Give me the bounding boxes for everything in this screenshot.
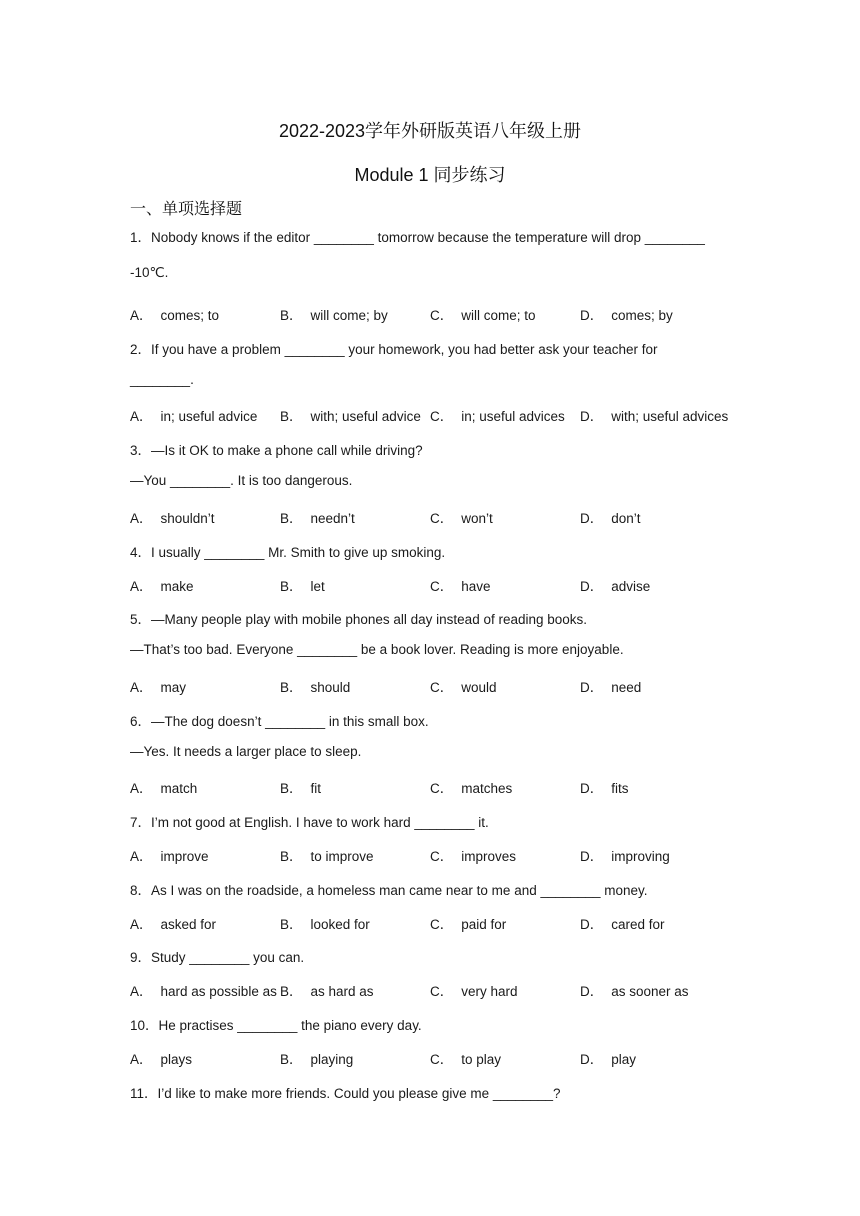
- question-5-line-2: —That’s too bad. Everyone ________ be a book lover. Reading is more enjoyable.: [130, 642, 624, 657]
- option-b: B． as hard as: [280, 984, 374, 999]
- option-c: C． won’t: [430, 511, 493, 526]
- option-d: D． with; useful advices: [580, 409, 729, 424]
- question-4-options: [130, 575, 750, 593]
- option-d: D． as sooner as: [580, 984, 689, 999]
- option-d: D． advise: [580, 579, 651, 594]
- option-a: A． may: [130, 680, 187, 695]
- option-b: B． playing: [280, 1052, 354, 1067]
- option-c: C． paid for: [430, 917, 507, 932]
- question-6-options: [130, 777, 750, 795]
- question-3-line-2: —You ________. It is too dangerous.: [130, 473, 353, 488]
- question-6-line-2: —Yes. It needs a larger place to sleep.: [130, 744, 362, 759]
- option-a: A． comes; to: [130, 308, 220, 323]
- option-c: C． have: [430, 579, 491, 594]
- question-8-options: [130, 913, 750, 931]
- question-5-options: [130, 676, 750, 694]
- question-1-line-2: -10℃.: [130, 265, 169, 280]
- question-9-line-1: 9．Study ________ you can.: [130, 950, 305, 965]
- section-heading: 一、单项选择题: [130, 199, 243, 218]
- option-a: A． shouldn’t: [130, 511, 215, 526]
- question-7-line-1: 7．I’m not good at English. I have to work hard ________ it.: [130, 815, 489, 830]
- question-11-line-1: 11．I’d like to make more friends. Could you please give me ________?: [130, 1086, 561, 1101]
- option-b: B． let: [280, 579, 325, 594]
- option-d: D． comes; by: [580, 308, 673, 323]
- question-2-line-1: 2．If you have a problem ________ your homework, you had better ask your teacher for: [130, 342, 658, 357]
- document-subtitle: Module 1 同步练习: [354, 165, 506, 185]
- question-2-line-2: ________.: [130, 372, 194, 387]
- option-d: D． play: [580, 1052, 637, 1067]
- option-d: D． need: [580, 680, 642, 695]
- option-a: A． plays: [130, 1052, 193, 1067]
- option-c: C． matches: [430, 781, 513, 796]
- option-d: D． fits: [580, 781, 629, 796]
- question-2-options: [130, 405, 750, 423]
- question-1-options: [130, 304, 750, 322]
- option-a: A． asked for: [130, 917, 217, 932]
- option-b: B． to improve: [280, 849, 374, 864]
- question-4-line-1: 4．I usually ________ Mr. Smith to give up smoking.: [130, 545, 446, 560]
- option-b: B． will come; by: [280, 308, 388, 323]
- question-6-line-1: 6．—The dog doesn’t ________ in this small box.: [130, 714, 429, 729]
- question-8-line-1: 8．As I was on the roadside, a homeless man came near to me and ________ money.: [130, 883, 648, 898]
- question-3-options: [130, 507, 750, 525]
- option-c: C． improves: [430, 849, 517, 864]
- option-b: B． should: [280, 680, 351, 695]
- question-10-line-1: 10．He practises ________ the piano every day.: [130, 1018, 422, 1033]
- question-1-line-1: 1．Nobody knows if the editor ________ tomorrow because the temperature will drop ________: [130, 230, 705, 245]
- option-b: B． fit: [280, 781, 322, 796]
- option-b: B． needn’t: [280, 511, 355, 526]
- option-a: A． in; useful advice: [130, 409, 258, 424]
- question-10-options: [130, 1048, 750, 1066]
- option-b: B． with; useful advice: [280, 409, 421, 424]
- option-c: C． will come; to: [430, 308, 536, 323]
- option-a: A． hard as possible as: [130, 984, 277, 999]
- option-a: A． improve: [130, 849, 209, 864]
- option-d: D． don’t: [580, 511, 641, 526]
- option-c: C． very hard: [430, 984, 518, 999]
- question-9-options: [130, 980, 750, 998]
- question-5-line-1: 5．—Many people play with mobile phones all day instead of reading books.: [130, 612, 588, 627]
- document-title: 2022-2023学年外研版英语八年级上册: [278, 121, 582, 141]
- option-a: A． make: [130, 579, 194, 594]
- option-c: C． to play: [430, 1052, 502, 1067]
- option-d: D． improving: [580, 849, 670, 864]
- option-b: B． looked for: [280, 917, 370, 932]
- option-c: C． in; useful advices: [430, 409, 565, 424]
- option-d: D． cared for: [580, 917, 665, 932]
- option-c: C． would: [430, 680, 497, 695]
- question-3-line-1: 3．—Is it OK to make a phone call while driving?: [130, 443, 423, 458]
- option-a: A． match: [130, 781, 198, 796]
- question-7-options: [130, 845, 750, 863]
